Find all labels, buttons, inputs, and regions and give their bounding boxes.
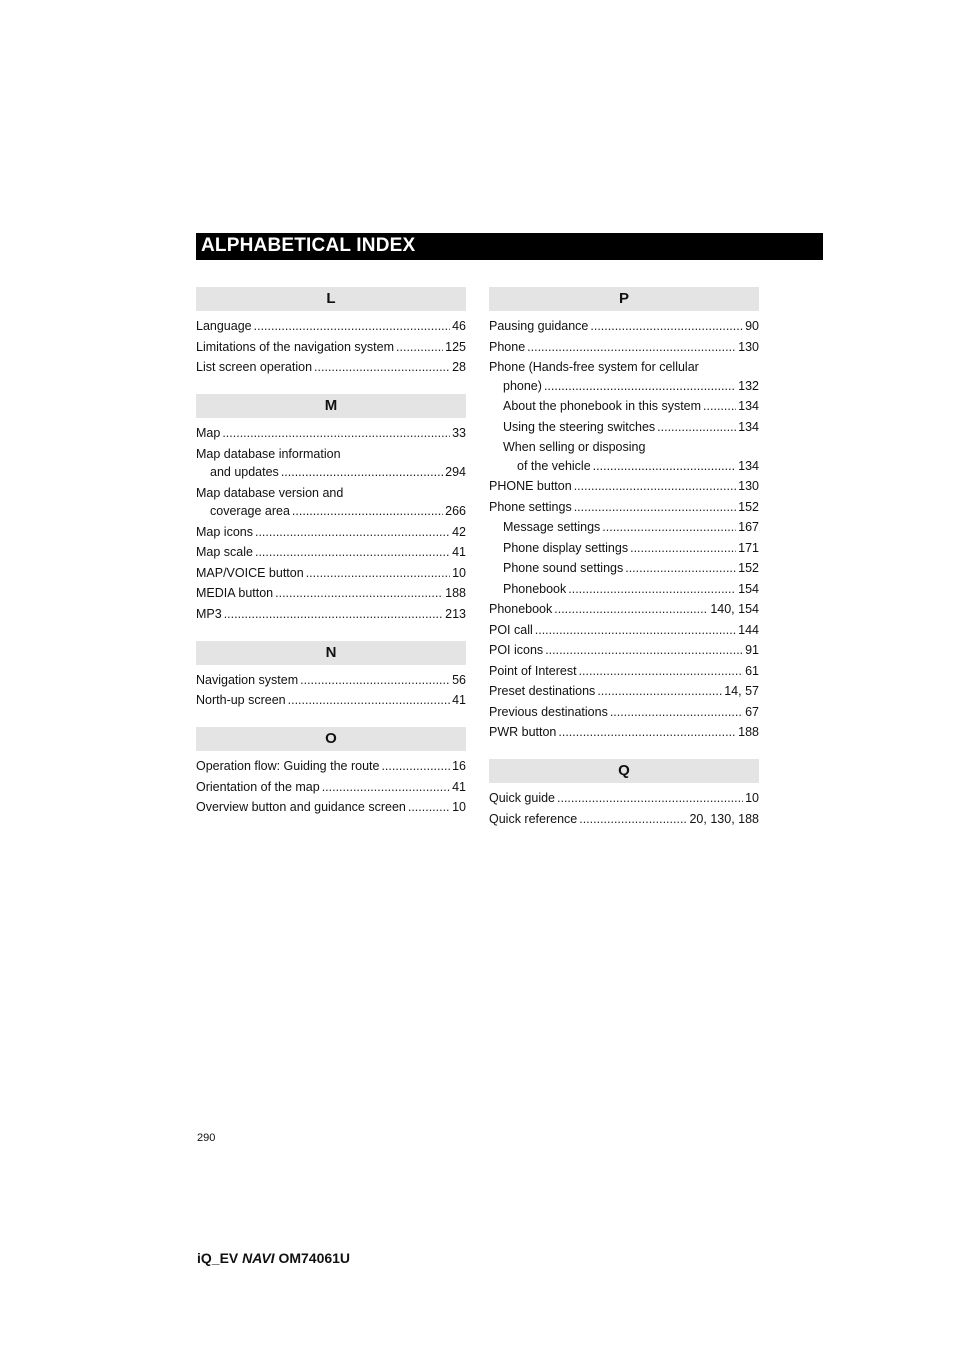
entry-text: Previous destinations: [489, 704, 608, 719]
entry-page: 56: [452, 672, 466, 687]
entry-text: When selling or disposing: [503, 440, 646, 454]
index-entry: [489, 399, 759, 413]
leader-dots: [557, 791, 743, 805]
leader-dots: [545, 643, 743, 657]
leader-dots: [544, 379, 736, 393]
index-entry: [196, 525, 466, 539]
entry-page: 90: [745, 319, 759, 333]
section-letter: N: [196, 641, 466, 665]
index-entry: [489, 684, 759, 698]
entry-text: Phone (Hands-free system for cellular: [489, 360, 699, 374]
section-letter: O: [196, 727, 466, 751]
index-entry: [489, 479, 759, 493]
entry-page: 167: [738, 520, 759, 534]
entry-page: 67: [745, 704, 759, 719]
index-entry: [489, 319, 759, 333]
entry-text: Map database information: [196, 446, 341, 461]
entry-page: 213: [445, 606, 466, 621]
leader-dots: [610, 705, 743, 719]
index-entry: [196, 340, 466, 354]
entry-page: 33: [452, 426, 466, 440]
leader-dots: [574, 500, 736, 514]
leader-dots: [703, 399, 736, 413]
entry-page: 140, 154: [710, 602, 759, 616]
entry-text: Operation flow: Guiding the route: [196, 759, 380, 773]
index-entry: [489, 500, 759, 514]
entry-page: 16: [452, 759, 466, 773]
entry-text-continued: and updates: [210, 465, 279, 479]
page-title: ALPHABETICAL INDEX: [201, 235, 416, 256]
entry-text: Map database version and: [196, 485, 344, 500]
index-entry: [489, 360, 759, 393]
entry-page: 171: [738, 540, 759, 555]
entry-text: Message settings: [503, 520, 601, 534]
entry-text: List screen operation: [196, 360, 313, 374]
entry-text: Phone display settings: [503, 540, 629, 555]
section-letter: Q: [489, 759, 759, 783]
entry-text: North-up screen: [196, 693, 286, 707]
index-section-q: [489, 759, 759, 826]
index-entry: [196, 586, 466, 600]
leader-dots: [292, 504, 443, 518]
entry-text: Phone: [489, 339, 526, 354]
index-section-o: [196, 727, 466, 814]
entry-text-continued: coverage area: [210, 504, 290, 518]
index-entry: [196, 759, 466, 773]
index-entry: [489, 623, 759, 637]
leader-dots: [224, 607, 443, 621]
entry-text: Overview button and guidance screen: [196, 800, 406, 814]
entry-text: Map icons: [196, 524, 253, 539]
leader-dots: [593, 459, 736, 473]
entry-page: 42: [452, 524, 466, 539]
leader-dots: [590, 319, 743, 333]
entry-text: Preset destinations: [489, 684, 596, 698]
entry-page: 188: [738, 725, 759, 739]
index-entry: [489, 643, 759, 657]
entry-page: 130: [738, 339, 759, 354]
leader-dots: [281, 465, 443, 479]
entry-text-continued: phone): [503, 378, 542, 393]
leader-dots: [306, 566, 450, 580]
index-entry: [489, 541, 759, 555]
entry-page: 294: [445, 465, 466, 479]
entry-page: 134: [738, 399, 759, 413]
leader-dots: [322, 780, 450, 794]
footer-model: iQ_EV: [197, 1250, 239, 1266]
entry-page: 144: [738, 622, 759, 637]
entry-text: Phone settings: [489, 499, 572, 514]
entry-text: Language: [196, 319, 252, 333]
entry-text: POI icons: [489, 643, 544, 657]
index-entry: [196, 360, 466, 374]
leader-dots: [300, 673, 450, 687]
leader-dots: [527, 340, 736, 354]
index-entry: [489, 561, 759, 575]
entry-page: 91: [745, 643, 759, 657]
index-entry: [489, 602, 759, 616]
entry-text: MP3: [196, 606, 222, 621]
entry-text: PWR button: [489, 725, 557, 739]
entry-text: Phonebook: [489, 602, 553, 616]
entry-text: POI call: [489, 622, 533, 637]
entry-page: 132: [738, 378, 759, 393]
entry-text: MEDIA button: [196, 586, 274, 600]
entry-page: 61: [745, 663, 759, 678]
entry-page: 188: [445, 586, 466, 600]
leader-dots: [255, 545, 450, 559]
page-number: 290: [197, 1132, 216, 1144]
entry-page: 10: [745, 791, 759, 805]
index-section-p: [489, 287, 759, 739]
entry-text: Map scale: [196, 545, 253, 559]
leader-dots: [254, 319, 450, 333]
leader-dots: [625, 561, 736, 575]
leader-dots: [630, 541, 736, 555]
entry-page: 134: [738, 419, 759, 434]
leader-dots: [314, 360, 450, 374]
index-entry: [196, 607, 466, 621]
entry-page: 41: [452, 545, 466, 559]
entry-page: 28: [452, 360, 466, 374]
entry-page: 154: [738, 581, 759, 596]
entry-page: 152: [738, 499, 759, 514]
leader-dots: [535, 623, 736, 637]
index-entry: [489, 582, 759, 596]
index-entry: [489, 812, 759, 826]
entry-text: Navigation system: [196, 672, 299, 687]
entry-text: Pausing guidance: [489, 319, 589, 333]
index-section-n: [196, 641, 466, 708]
leader-dots: [558, 725, 736, 739]
leader-dots: [255, 525, 450, 539]
leader-dots: [597, 684, 722, 698]
index-entry: [196, 447, 466, 480]
index-entry: [489, 440, 759, 473]
leader-dots: [568, 582, 736, 596]
entry-page: 152: [738, 561, 759, 575]
index-entry: [196, 319, 466, 333]
index-entry: [489, 725, 759, 739]
index-entry: [196, 673, 466, 687]
footer-code: OM74061U: [278, 1250, 351, 1266]
entry-page: 125: [445, 339, 466, 354]
entry-page: 46: [452, 319, 466, 333]
entry-page: 10: [452, 800, 466, 814]
section-letter: M: [196, 394, 466, 418]
entry-page: 130: [738, 479, 759, 493]
entry-text-continued: of the vehicle: [517, 458, 591, 473]
entry-page: 10: [452, 565, 466, 580]
index-entry: [489, 705, 759, 719]
index-entry: [196, 693, 466, 707]
leader-dots: [657, 420, 736, 434]
section-letter: L: [196, 287, 466, 311]
entry-page: 41: [452, 693, 466, 707]
index-entry: [196, 780, 466, 794]
index-section-l: [196, 287, 466, 374]
footer-navi: NAVI: [242, 1250, 275, 1266]
entry-page: 14, 57: [724, 684, 759, 698]
entry-page: 41: [452, 779, 466, 794]
leader-dots: [222, 426, 450, 440]
index-entry: [489, 791, 759, 805]
entry-text: Limitations of the navigation system: [196, 339, 395, 354]
index-entry: [196, 800, 466, 814]
entry-text: PHONE button: [489, 479, 572, 493]
entry-text: MAP/VOICE button: [196, 565, 304, 580]
index-entry: [489, 520, 759, 534]
leader-dots: [275, 586, 443, 600]
entry-text: Map: [196, 426, 221, 440]
entry-text: Quick guide: [489, 791, 556, 805]
entry-text: Point of Interest: [489, 663, 577, 678]
entry-text: About the phonebook in this system: [503, 399, 702, 413]
leader-dots: [408, 800, 450, 814]
leader-dots: [381, 759, 450, 773]
index-entry: [489, 340, 759, 354]
leader-dots: [579, 664, 744, 678]
entry-text: Orientation of the map: [196, 779, 320, 794]
section-header-bar: [196, 233, 823, 260]
index-column-left: [196, 287, 466, 834]
leader-dots: [288, 693, 450, 707]
entry-text: Phone sound settings: [503, 561, 624, 575]
index-entry: [196, 426, 466, 440]
index-entry: [489, 664, 759, 678]
leader-dots: [396, 340, 443, 354]
index-section-m: [196, 394, 466, 621]
entry-page: 134: [738, 458, 759, 473]
leader-dots: [602, 520, 736, 534]
index-entry: [196, 566, 466, 580]
entry-page: 20, 130, 188: [689, 811, 759, 826]
entry-text: Quick reference: [489, 811, 578, 826]
footer-model-code: [197, 1250, 350, 1266]
index-entry: [196, 486, 466, 519]
leader-dots: [579, 812, 687, 826]
entry-text: Using the steering switches: [503, 419, 656, 434]
leader-dots: [554, 602, 708, 616]
index-entry: [196, 545, 466, 559]
entry-text: Phonebook: [503, 581, 567, 596]
section-letter: P: [489, 287, 759, 311]
index-column-right: [489, 287, 759, 846]
index-entry: [489, 420, 759, 434]
leader-dots: [574, 479, 736, 493]
entry-page: 266: [445, 504, 466, 518]
